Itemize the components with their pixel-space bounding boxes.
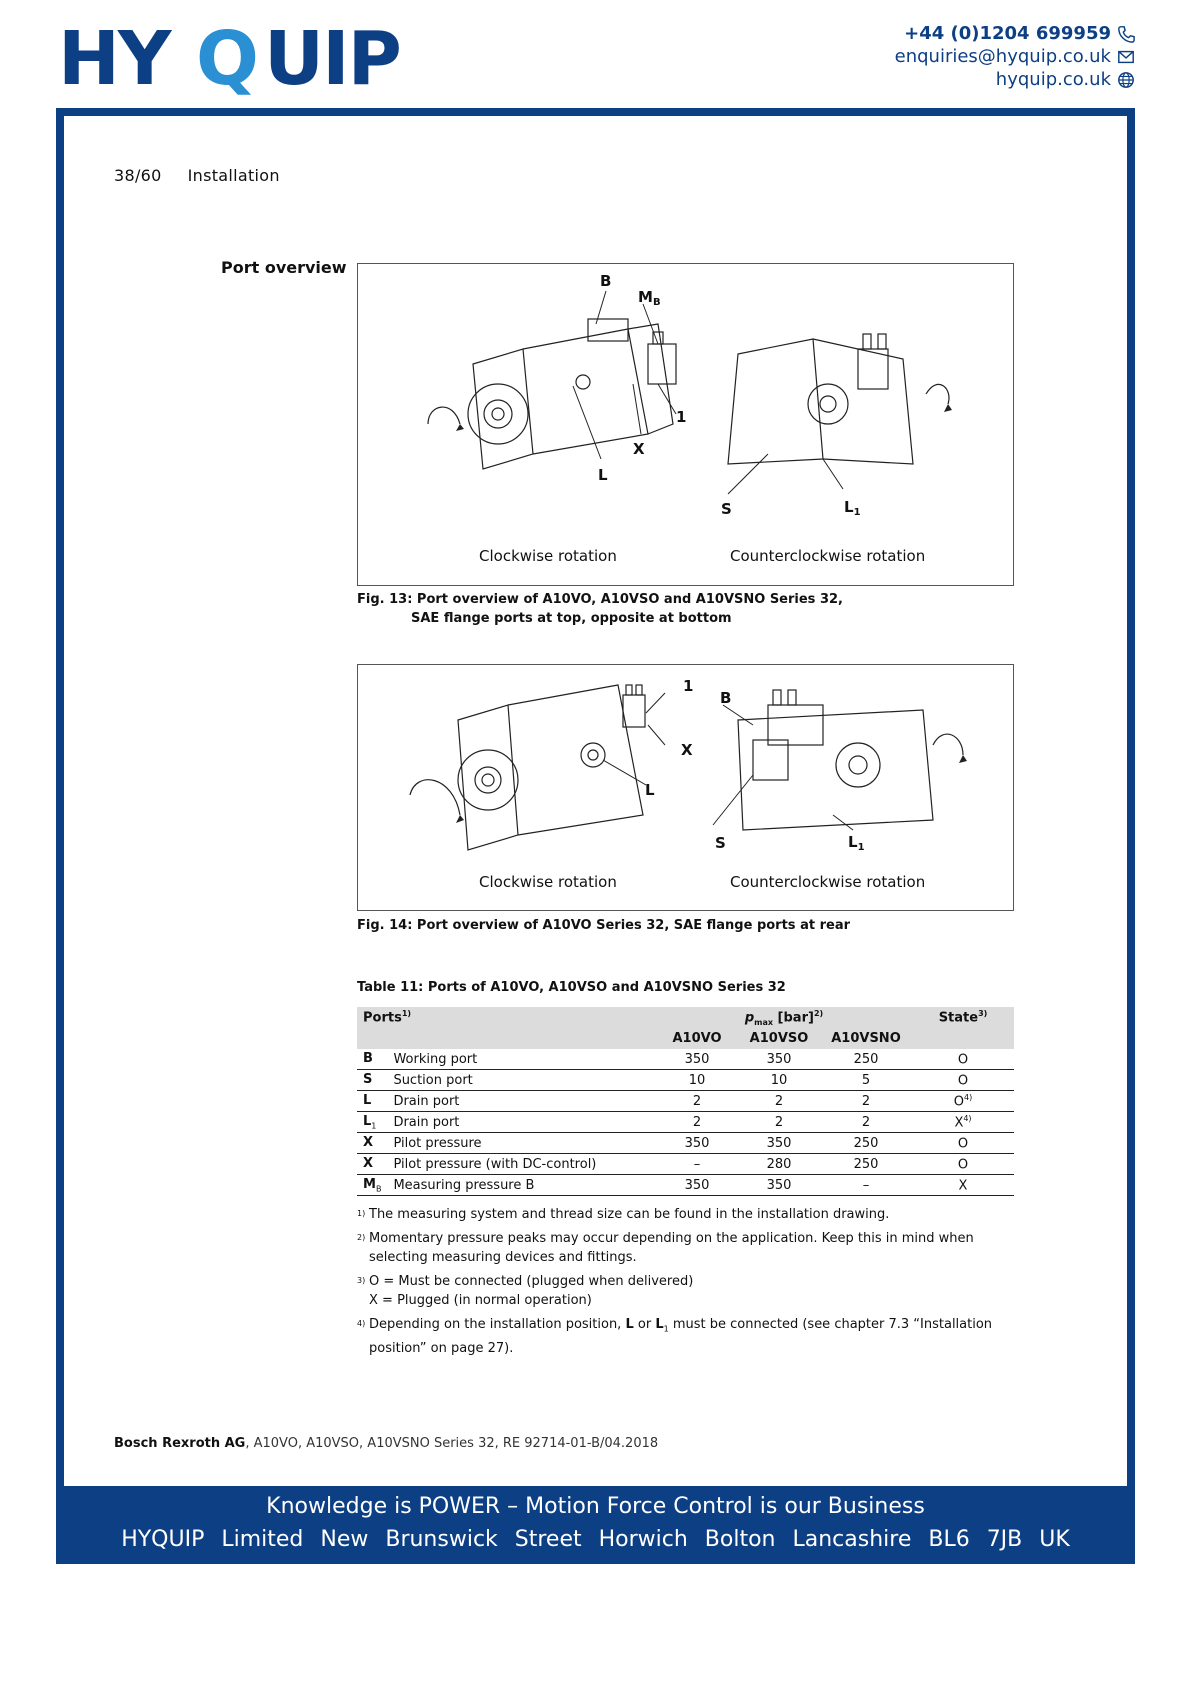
cell-a10vo bbox=[656, 1049, 738, 1070]
cell-a10vso bbox=[738, 1175, 820, 1196]
footnote-4-post: must be connected (see chapter 7.3 “Installation position” on page 27). bbox=[369, 1317, 993, 1356]
cell-port-mark: B bbox=[375, 1184, 382, 1194]
figure-13 bbox=[357, 263, 1014, 586]
cell-a10vsno-text: 2 bbox=[861, 1114, 871, 1130]
footnote-4-L1: L bbox=[655, 1317, 664, 1332]
cell-desc-text: Measuring pressure B bbox=[393, 1177, 535, 1193]
cell-port bbox=[357, 1049, 387, 1070]
cell-a10vo bbox=[656, 1112, 738, 1133]
cell-port-text: X bbox=[363, 1134, 374, 1150]
header-a10vo: A10VO bbox=[672, 1031, 722, 1046]
cell-a10vsno bbox=[820, 1049, 912, 1070]
cell-desc bbox=[387, 1091, 656, 1112]
footnote-1-sup: 1) bbox=[357, 1209, 366, 1218]
cw-label-fig14: Clockwise rotation bbox=[479, 873, 617, 891]
table-footnotes bbox=[357, 1205, 1017, 1363]
ports-table bbox=[357, 1007, 1014, 1196]
label-L1 bbox=[844, 498, 861, 518]
caption-13-line2: SAE flange ports at top, opposite at bottom bbox=[411, 611, 732, 626]
cell-a10vo-text: 350 bbox=[684, 1135, 710, 1151]
cell-a10vsno bbox=[820, 1133, 912, 1154]
cell-desc-text: Suction port bbox=[393, 1072, 473, 1088]
figure-14-drawing bbox=[358, 665, 1015, 912]
cell-desc bbox=[387, 1112, 656, 1133]
label-S: S bbox=[721, 500, 732, 518]
section-title: Installation bbox=[187, 166, 280, 185]
cell-a10vsno bbox=[820, 1154, 912, 1175]
table-header-row-1 bbox=[357, 1007, 1014, 1028]
footnote-2-sup: 2) bbox=[357, 1233, 366, 1242]
cell-desc bbox=[387, 1133, 656, 1154]
label-X: X bbox=[633, 440, 645, 458]
cell-port-text: M bbox=[363, 1176, 376, 1192]
cell-desc-text: Drain port bbox=[393, 1093, 460, 1109]
side-heading: Port overview bbox=[221, 258, 347, 277]
label-MB bbox=[638, 288, 661, 308]
cell-a10vsno-text: 250 bbox=[853, 1051, 879, 1067]
cell-port-text: X bbox=[363, 1155, 374, 1171]
cell-state bbox=[912, 1091, 1014, 1112]
header-pmax bbox=[656, 1007, 912, 1028]
caption-13-line1: Fig. 13: Port overview of A10VO, A10VSO and A10VSNO Series 32, bbox=[357, 592, 843, 607]
cell-port-mark: 1 bbox=[371, 1121, 377, 1131]
cell-a10vso bbox=[738, 1070, 820, 1091]
footer-banner bbox=[56, 1486, 1135, 1564]
label-L1-sub: 1 bbox=[853, 507, 861, 518]
cell-a10vo-text: – bbox=[693, 1156, 701, 1172]
cell-state-text: X bbox=[958, 1178, 968, 1194]
label-L-fig14: L bbox=[645, 781, 655, 799]
cell-port-text: L bbox=[363, 1113, 372, 1129]
footnote-1-text: The measuring system and thread size can be found in the installation drawing. bbox=[369, 1207, 890, 1222]
cell-desc-text: Drain port bbox=[393, 1114, 460, 1130]
table-row bbox=[357, 1049, 1014, 1070]
figure-13-drawing bbox=[358, 264, 1015, 587]
svg-text:Q: Q bbox=[196, 22, 257, 98]
cell-state bbox=[912, 1133, 1014, 1154]
table-row bbox=[357, 1154, 1014, 1175]
svg-text:UIP: UIP bbox=[264, 22, 400, 98]
header-state-sup: 3) bbox=[978, 1009, 988, 1019]
header-ports-sup: 1) bbox=[401, 1009, 412, 1019]
header-a10vso: A10VSO bbox=[749, 1031, 809, 1046]
header-p-symbol: p bbox=[744, 1009, 755, 1025]
cell-port bbox=[357, 1154, 387, 1175]
header-ports-text: Ports bbox=[363, 1010, 402, 1026]
cell-a10vo bbox=[656, 1091, 738, 1112]
label-X-fig14: X bbox=[681, 741, 693, 759]
label-MB-main: M bbox=[638, 288, 653, 306]
cell-a10vso bbox=[738, 1091, 820, 1112]
cell-a10vso bbox=[738, 1112, 820, 1133]
cell-desc-text: Working port bbox=[393, 1051, 478, 1067]
footnote-3b: X = Plugged (in normal operation) bbox=[369, 1293, 592, 1308]
cell-port-text: B bbox=[363, 1050, 373, 1066]
footnote-3-sup: 3) bbox=[357, 1276, 366, 1285]
cell-a10vo-text: 10 bbox=[688, 1072, 706, 1088]
cell-a10vso-text: 2 bbox=[774, 1114, 784, 1130]
cell-state bbox=[912, 1175, 1014, 1196]
page-header bbox=[114, 166, 306, 185]
cell-state-text: O bbox=[957, 1073, 969, 1089]
cell-port-text: L bbox=[363, 1092, 372, 1108]
table-row bbox=[357, 1070, 1014, 1091]
table-row bbox=[357, 1091, 1014, 1112]
cell-a10vsno-text: 250 bbox=[853, 1156, 879, 1172]
label-1-fig14: 1 bbox=[683, 677, 694, 695]
figure-14-caption: Fig. 14: Port overview of A10VO Series 32, SAE flange ports at rear bbox=[357, 918, 850, 933]
cell-state-text: O bbox=[957, 1157, 969, 1173]
cell-state-mark: 4) bbox=[964, 1092, 973, 1102]
label-1: 1 bbox=[676, 408, 687, 426]
label-B: B bbox=[600, 272, 612, 290]
banner-address: HYQUIP Limited New Brunswick Street Horwich Bolton Lancashire BL6 7JB UK bbox=[121, 1527, 1070, 1552]
footnote-2 bbox=[357, 1229, 1017, 1267]
cell-a10vsno bbox=[820, 1091, 912, 1112]
footnote-3a: O = Must be connected (plugged when delivered) bbox=[369, 1274, 694, 1289]
mail-icon bbox=[1117, 48, 1135, 66]
header-state-text: State bbox=[938, 1010, 979, 1026]
cell-desc bbox=[387, 1175, 656, 1196]
cell-desc-text: Pilot pressure bbox=[393, 1135, 482, 1151]
cell-state-text: O bbox=[957, 1136, 969, 1152]
cell-a10vso bbox=[738, 1154, 820, 1175]
cell-desc bbox=[387, 1049, 656, 1070]
footnote-2-text: Momentary pressure peaks may occur depending on the application. Keep this in mind when selecting measuring devices and fittings. bbox=[369, 1231, 974, 1265]
figure-13-caption bbox=[357, 590, 843, 628]
phone-number[interactable]: +44 (0)1204 699959 bbox=[904, 23, 1111, 44]
footnote-4-sup: 4) bbox=[357, 1319, 366, 1328]
header-bar-sup: 2) bbox=[813, 1008, 824, 1018]
cell-port bbox=[357, 1175, 387, 1196]
phone-icon bbox=[1117, 25, 1135, 43]
cell-state-text: O bbox=[957, 1052, 969, 1068]
label-S-fig14: S bbox=[715, 834, 726, 852]
header-ports bbox=[357, 1007, 656, 1028]
cell-a10vsno bbox=[820, 1070, 912, 1091]
label-MB-sub: B bbox=[652, 297, 661, 308]
cell-a10vso-text: 350 bbox=[766, 1177, 792, 1193]
cell-a10vsno-text: – bbox=[862, 1177, 870, 1193]
cell-a10vo-text: 350 bbox=[684, 1051, 710, 1067]
header-state bbox=[912, 1007, 1014, 1028]
footnote-4-pre: Depending on the installation position, bbox=[369, 1317, 626, 1332]
cell-a10vso-text: 280 bbox=[766, 1156, 792, 1172]
cell-a10vsno-text: 5 bbox=[861, 1072, 871, 1088]
cell-desc bbox=[387, 1154, 656, 1175]
cell-a10vsno-text: 2 bbox=[861, 1093, 871, 1109]
label-L1-fig14 bbox=[848, 833, 865, 853]
cell-a10vso-text: 350 bbox=[766, 1051, 792, 1067]
figure-14 bbox=[357, 664, 1014, 911]
email-link[interactable]: enquiries@hyquip.co.uk bbox=[894, 46, 1111, 67]
label-L1-main: L bbox=[844, 498, 854, 516]
cell-desc-text: Pilot pressure (with DC-control) bbox=[393, 1156, 597, 1172]
table-title: Table 11: Ports of A10VO, A10VSO and A10VSNO Series 32 bbox=[357, 980, 786, 995]
cell-a10vsno bbox=[820, 1175, 912, 1196]
footer-ref-text: , A10VO, A10VSO, A10VSNO Series 32, RE 92714-01-B/04.2018 bbox=[245, 1436, 659, 1451]
cell-a10vso bbox=[738, 1049, 820, 1070]
cell-a10vo bbox=[656, 1175, 738, 1196]
cell-state bbox=[912, 1049, 1014, 1070]
cell-a10vo-text: 350 bbox=[684, 1177, 710, 1193]
cell-port bbox=[357, 1112, 387, 1133]
footnote-4 bbox=[357, 1315, 1017, 1358]
footnote-4-or: or bbox=[633, 1317, 656, 1332]
cw-label: Clockwise rotation bbox=[479, 547, 617, 565]
cell-port bbox=[357, 1070, 387, 1091]
label-L1-fig14-sub: 1 bbox=[857, 842, 865, 853]
cell-state bbox=[912, 1112, 1014, 1133]
table-header-row-2 bbox=[357, 1028, 1014, 1049]
cell-state-text: O bbox=[953, 1094, 964, 1110]
footer-company: Bosch Rexroth AG bbox=[114, 1436, 246, 1451]
document-reference bbox=[114, 1436, 658, 1451]
footnote-4-L: L bbox=[625, 1317, 634, 1332]
cell-state-text: X bbox=[954, 1115, 964, 1131]
ccw-label: Counterclockwise rotation bbox=[730, 547, 926, 565]
cell-a10vo-text: 2 bbox=[692, 1093, 702, 1109]
footnote-1 bbox=[357, 1205, 1017, 1224]
label-L1-fig14-main: L bbox=[848, 833, 858, 851]
header-a10vsno: A10VSNO bbox=[831, 1031, 901, 1046]
label-L: L bbox=[598, 466, 608, 484]
cell-a10vso-text: 350 bbox=[766, 1135, 792, 1151]
cell-a10vso bbox=[738, 1133, 820, 1154]
cell-a10vo bbox=[656, 1070, 738, 1091]
table-row bbox=[357, 1112, 1014, 1133]
cell-state-mark: 4) bbox=[963, 1113, 972, 1123]
footnote-3 bbox=[357, 1272, 1017, 1310]
cell-a10vo-text: 2 bbox=[692, 1114, 702, 1130]
hyquip-logo bbox=[58, 22, 438, 98]
cell-port bbox=[357, 1091, 387, 1112]
cell-port-text: S bbox=[363, 1071, 373, 1087]
cell-port bbox=[357, 1133, 387, 1154]
cell-a10vso-text: 10 bbox=[770, 1072, 788, 1088]
banner-slogan: Knowledge is POWER – Motion Force Control is our Business bbox=[266, 1494, 925, 1519]
cell-a10vso-text: 2 bbox=[774, 1093, 784, 1109]
table-row bbox=[357, 1133, 1014, 1154]
cell-state bbox=[912, 1070, 1014, 1091]
page-number: 38/60 bbox=[114, 166, 162, 185]
cell-state bbox=[912, 1154, 1014, 1175]
cell-a10vo bbox=[656, 1154, 738, 1175]
cell-a10vo bbox=[656, 1133, 738, 1154]
header-bar: [bar] bbox=[773, 1009, 814, 1025]
cell-a10vsno bbox=[820, 1112, 912, 1133]
table-row bbox=[357, 1175, 1014, 1196]
cell-desc bbox=[387, 1070, 656, 1091]
contact-block bbox=[895, 22, 1135, 91]
cell-a10vsno-text: 250 bbox=[853, 1135, 879, 1151]
website-link[interactable]: hyquip.co.uk bbox=[995, 69, 1111, 90]
table-body bbox=[357, 1049, 1014, 1196]
svg-text:HY: HY bbox=[58, 22, 170, 98]
label-B-fig14: B bbox=[720, 689, 732, 707]
globe-icon bbox=[1117, 71, 1135, 89]
footnote-4-L1-sub: 1 bbox=[663, 1324, 669, 1334]
header-p-sub: max bbox=[754, 1017, 774, 1027]
ccw-label-fig14: Counterclockwise rotation bbox=[730, 873, 926, 891]
